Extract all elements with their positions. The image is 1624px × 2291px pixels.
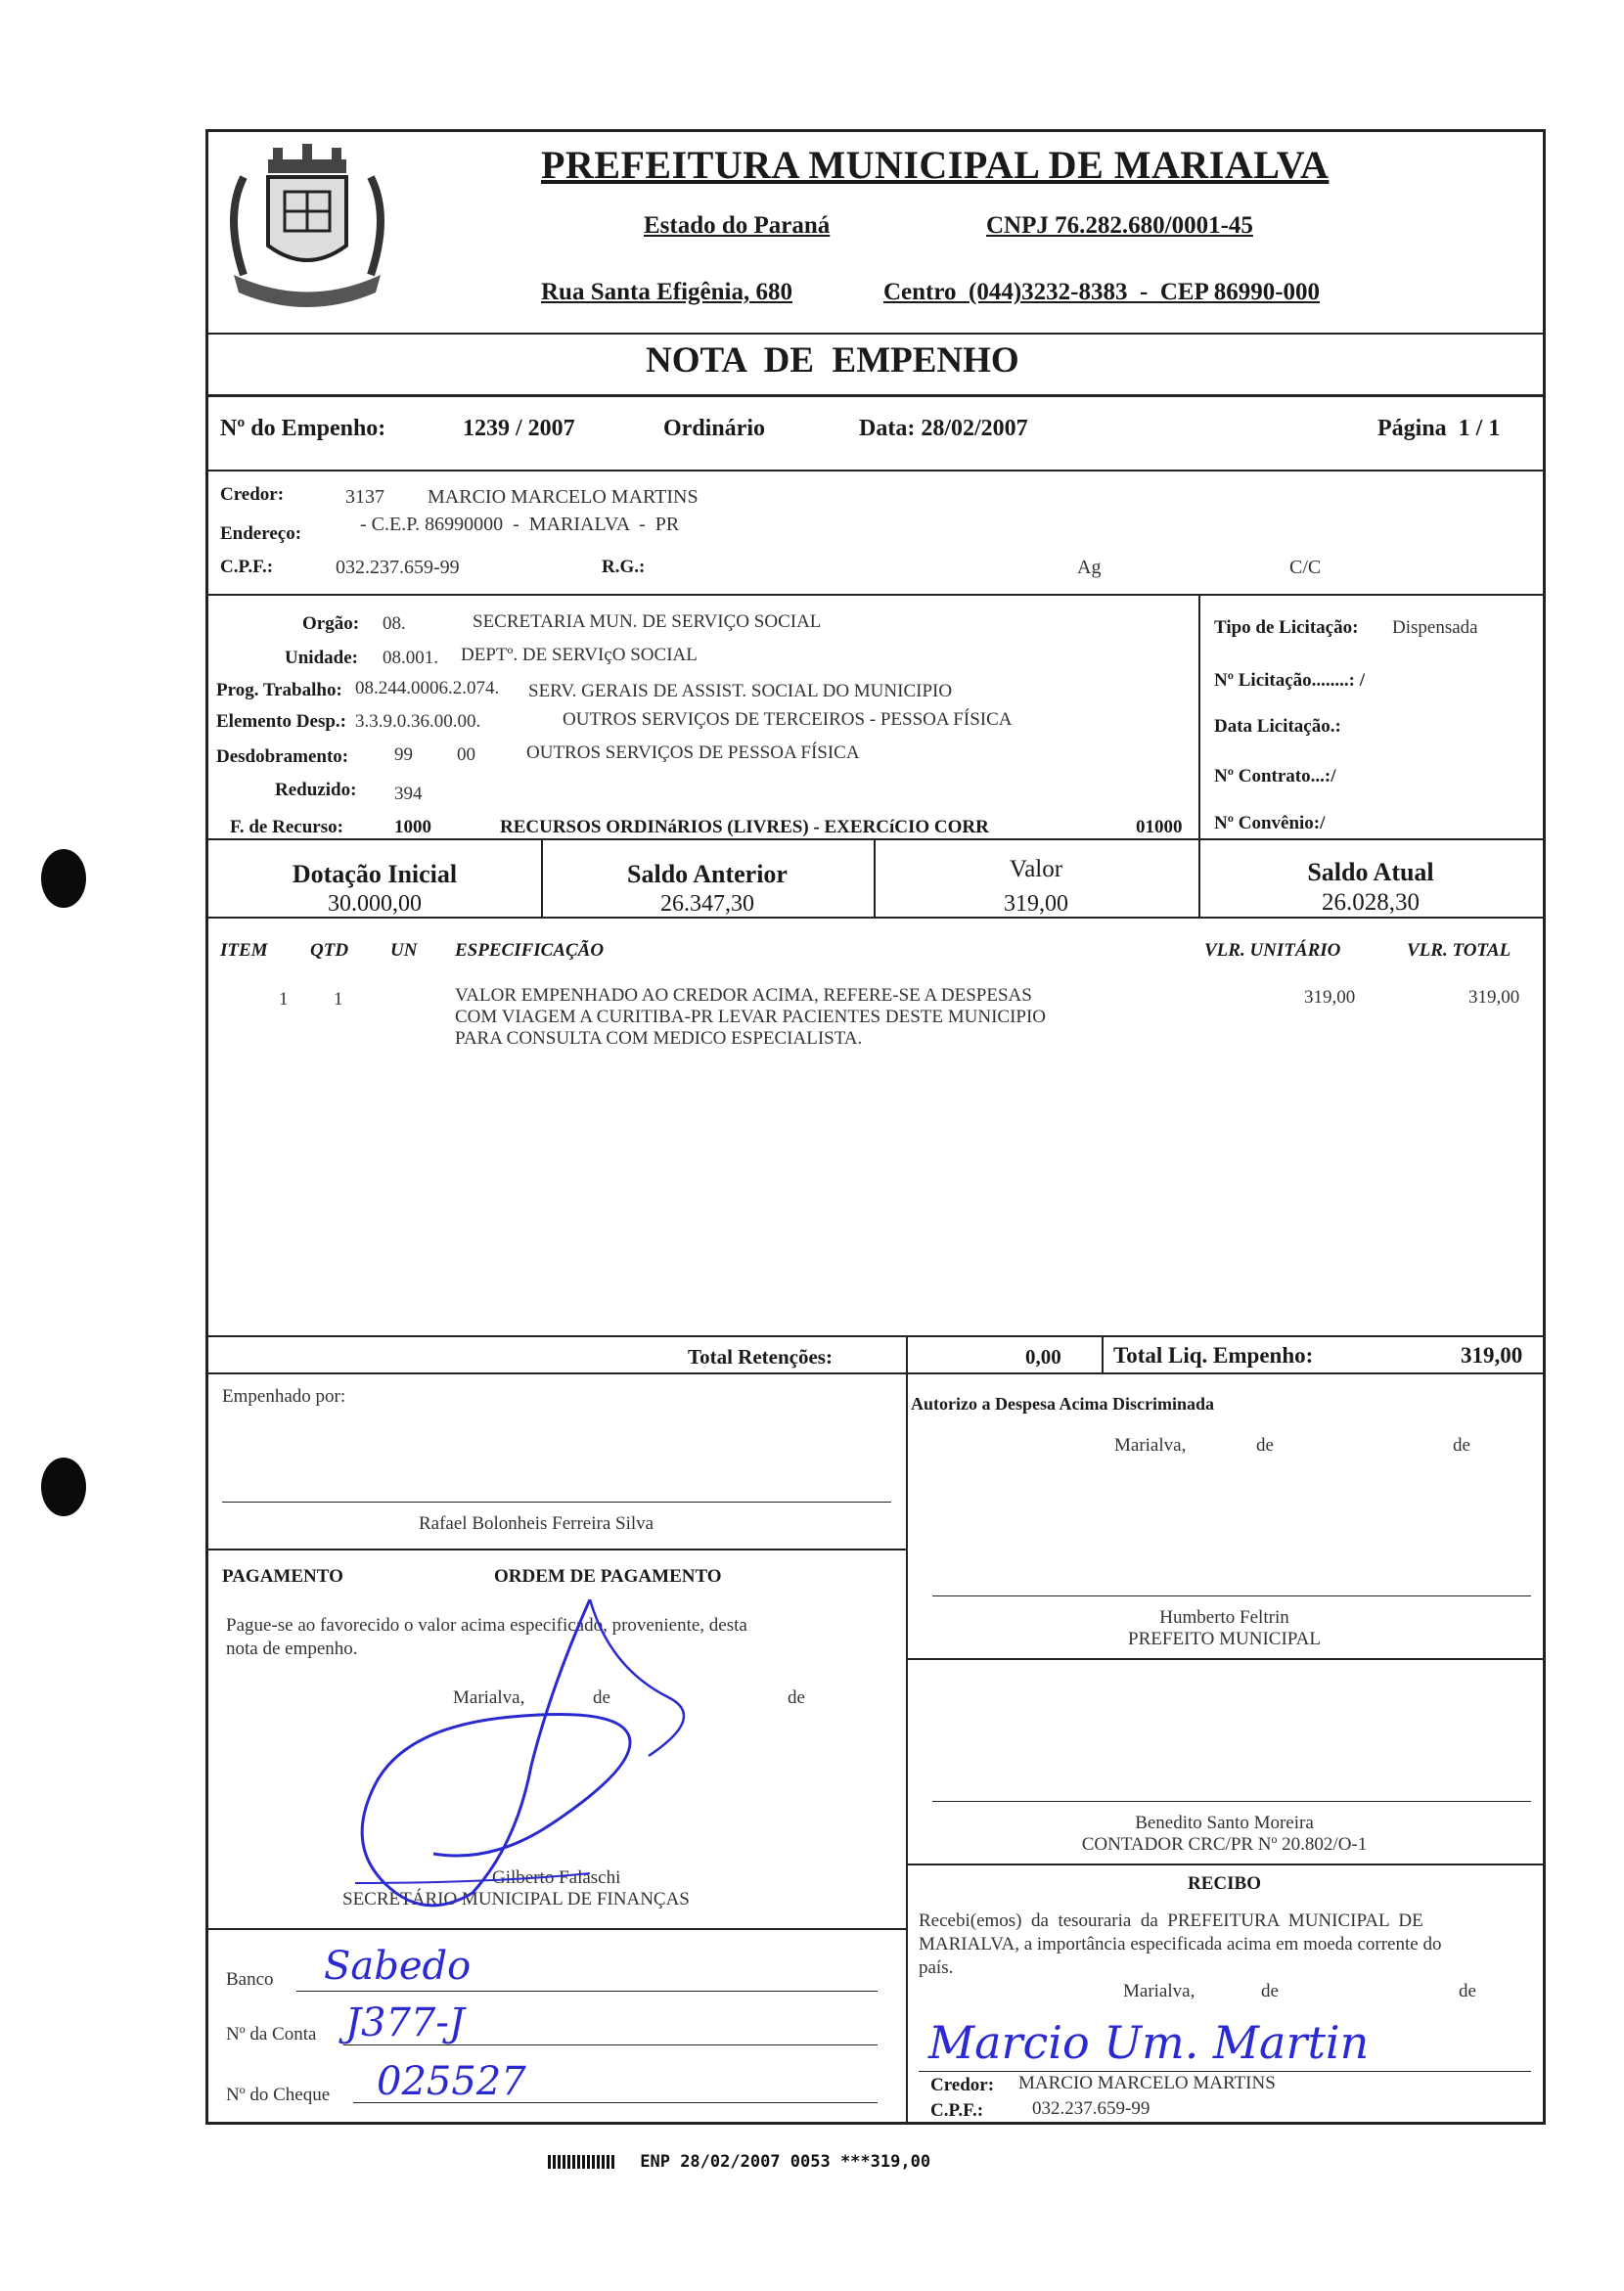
mayor-name: Humberto Feltrin	[1159, 1607, 1289, 1628]
tipo-licitacao-value: Dispensada	[1392, 617, 1478, 638]
ordem-date-de-1: de	[593, 1687, 610, 1708]
empenho-label: Nº do Empenho:	[220, 416, 386, 441]
empenhado-name: Rafael Bolonheis Ferreira Silva	[419, 1513, 654, 1534]
col-header-qtd: QTD	[310, 940, 349, 961]
col-header-total-value: VLR. TOTAL	[1407, 940, 1511, 961]
rg-label: R.G.:	[602, 557, 646, 577]
autorizo-de-2: de	[1453, 1435, 1470, 1456]
accountant-role: CONTADOR CRC/PR Nº 20.802/O-1	[1081, 1834, 1368, 1855]
dotacao-label: Dotação Inicial	[292, 860, 458, 888]
ordem-date-de-2: de	[788, 1687, 805, 1708]
cnpj: CNPJ 76.282.680/0001-45	[986, 212, 1253, 239]
autorizo-place: Marialva,	[1114, 1435, 1187, 1456]
col-header-item: ITEM	[220, 940, 268, 961]
saldo-anterior-value: 26.347,30	[660, 891, 754, 917]
desdobramento-code-2: 00	[457, 744, 475, 765]
row-spec-line-1: VALOR EMPENHADO AO CREDOR ACIMA, REFERE-SE A DESPESAS	[455, 985, 1032, 1006]
ordem-text-line-1: Pague-se ao favorecido o valor acima especificado, proveniente, desta	[226, 1615, 747, 1636]
credor-cpf: 032.237.659-99	[336, 557, 460, 578]
row-spec-line-3: PARA CONSULTA COM MEDICO ESPECIALISTA.	[455, 1028, 863, 1049]
orgao-label: Orgão:	[302, 613, 360, 634]
autorizo-de-1: de	[1256, 1435, 1274, 1456]
credor-address: - C.E.P. 86990000 - MARIALVA - PR	[360, 514, 680, 535]
licitacao-date: Data Licitação.:	[1214, 716, 1341, 737]
orgao-desc: SECRETARIA MUN. DE SERVIÇO SOCIAL	[473, 611, 822, 632]
reduzido-value: 394	[394, 784, 423, 804]
recibo-title: RECIBO	[1188, 1873, 1261, 1894]
convenio-number: Nº Convênio:/	[1214, 813, 1326, 833]
address-street: Rua Santa Efigênia, 680	[541, 279, 792, 305]
cpf-label: C.P.F.:	[220, 557, 274, 577]
empenho-date: Data: 28/02/2007	[859, 416, 1028, 441]
empenho-number: 1239 / 2007	[463, 416, 575, 441]
banco-label: Banco	[226, 1969, 274, 1990]
liquido-value: 319,00	[1461, 1343, 1523, 1368]
licitacao-number: Nº Licitação........: /	[1214, 670, 1366, 691]
recurso-code: 1000	[394, 817, 431, 837]
recibo-cpf-label: C.P.F.:	[930, 2100, 984, 2121]
prog-code: 08.244.0006.2.074.	[355, 678, 500, 698]
ordem-place: Marialva,	[453, 1687, 525, 1708]
stamp-barcode-icon	[548, 2155, 616, 2169]
prog-label: Prog. Trabalho:	[216, 680, 342, 700]
page-title: PREFEITURA MUNICIPAL DE MARIALVA	[541, 143, 1330, 187]
recibo-credor-name: MARCIO MARCELO MARTINS	[1018, 2073, 1276, 2093]
recibo-place: Marialva,	[1123, 1981, 1195, 2001]
recibo-text-line-3: país.	[919, 1957, 954, 1978]
crest-logo	[214, 138, 400, 309]
endereco-label: Endereço:	[220, 523, 302, 544]
recibo-de-1: de	[1261, 1981, 1279, 2001]
saldo-anterior-label: Saldo Anterior	[627, 860, 788, 888]
cheque-label: Nº do Cheque	[226, 2085, 331, 2105]
row-item: 1	[279, 989, 289, 1010]
unidade-code: 08.001.	[383, 648, 438, 668]
ag-label: Ag	[1077, 557, 1102, 578]
reduzido-label: Reduzido:	[275, 780, 357, 800]
prog-desc: SERV. GERAIS DE ASSIST. SOCIAL DO MUNICIPIO	[528, 681, 953, 701]
valor-value: 319,00	[1004, 891, 1068, 917]
orgao-code: 08.	[383, 613, 406, 634]
secretary-role: SECRETÁRIO MUNICIPAL DE FINANÇAS	[342, 1889, 690, 1909]
autorizo-text: Autorizo a Despesa Acima Discriminada	[911, 1394, 1214, 1414]
mayor-role: PREFEITO MUNICIPAL	[1128, 1629, 1321, 1649]
conta-value[interactable]: J377-J	[345, 2000, 465, 2045]
punch-hole-bottom	[41, 1458, 86, 1516]
credor-label: Credor:	[220, 484, 285, 505]
recibo-de-2: de	[1459, 1981, 1476, 2001]
ordem-text-line-2: nota de empenho.	[226, 1639, 358, 1659]
empenho-type: Ordinário	[663, 416, 766, 441]
desdobramento-label: Desdobramento:	[216, 746, 349, 767]
recibo-text-line-1: Recebi(emos) da tesouraria da PREFEITURA MUNICIPAL DE	[919, 1910, 1423, 1931]
credor-name: MARCIO MARCELO MARTINS	[428, 486, 699, 508]
tipo-licitacao-label: Tipo de Licitação:	[1214, 617, 1359, 638]
stamp-text: ENP 28/02/2007 0053 ***319,00	[640, 2152, 931, 2172]
recurso-label: F. de Recurso:	[230, 817, 343, 837]
saldo-atual-label: Saldo Atual	[1307, 858, 1434, 886]
handwritten-signature-scribble	[296, 1599, 707, 1912]
row-spec-line-2: COM VIAGEM A CURITIBA-PR LEVAR PACIENTES DESTE MUNICIPIO	[455, 1007, 1047, 1027]
unidade-label: Unidade:	[285, 648, 358, 668]
liquido-label: Total Liq. Empenho:	[1113, 1343, 1314, 1368]
creditor-signature: Marcio Um. Martin	[928, 2016, 1370, 2069]
address-rest: Centro (044)3232-8383 - CEP 86990-000	[883, 279, 1321, 305]
cheque-value[interactable]: 025527	[377, 2059, 526, 2104]
conta-label: Nº da Conta	[226, 2024, 317, 2044]
recurso-code-2: 01000	[1136, 817, 1183, 837]
crest-label: MARIALVA	[283, 279, 338, 291]
banco-value[interactable]: Sabedo	[324, 1944, 472, 1989]
pagamento-label: PAGAMENTO	[222, 1566, 343, 1587]
desdobramento-desc: OUTROS SERVIÇOS DE PESSOA FÍSICA	[526, 742, 860, 763]
elemento-code: 3.3.9.0.36.00.00.	[355, 711, 481, 732]
recibo-cpf-value: 032.237.659-99	[1032, 2098, 1150, 2119]
nota-de-empenho-form	[205, 129, 1546, 2125]
document-title: NOTA DE EMPENHO	[646, 340, 1019, 381]
accountant-name: Benedito Santo Moreira	[1135, 1813, 1314, 1833]
retencoes-label: Total Retenções:	[688, 1345, 833, 1369]
empenhado-label: Empenhado por:	[222, 1386, 346, 1407]
recibo-text-line-2: MARIALVA, a importância especificada acima em moeda corrente do	[919, 1934, 1442, 1954]
state-name: Estado do Paraná	[644, 212, 831, 239]
recurso-desc: RECURSOS ORDINáRIOS (LIVRES) - EXERCíCIO CORR	[500, 817, 989, 837]
credor-code: 3137	[345, 486, 384, 508]
saldo-atual-value: 26.028,30	[1322, 889, 1420, 916]
elemento-label: Elemento Desp.:	[216, 711, 346, 732]
cc-label: C/C	[1289, 557, 1322, 578]
ordem-pagamento-label: ORDEM DE PAGAMENTO	[494, 1566, 722, 1587]
recibo-credor-label: Credor:	[930, 2075, 995, 2095]
row-qtd: 1	[334, 989, 343, 1010]
valor-label: Valor	[1009, 856, 1063, 882]
row-unit-value: 319,00	[1304, 987, 1356, 1008]
col-header-un: UN	[390, 940, 418, 961]
dotacao-value: 30.000,00	[328, 891, 422, 917]
elemento-desc: OUTROS SERVIÇOS DE TERCEIROS - PESSOA FÍSICA	[563, 709, 1013, 730]
col-header-unit-value: VLR. UNITÁRIO	[1204, 940, 1341, 961]
punch-hole-top	[41, 849, 86, 908]
col-header-spec: ESPECIFICAÇÃO	[455, 940, 605, 961]
desdobramento-code-1: 99	[394, 744, 413, 765]
page-number: Página 1 / 1	[1377, 416, 1501, 441]
contrato-number: Nº Contrato...:/	[1214, 766, 1336, 786]
footer-stamp	[548, 2152, 930, 2172]
unidade-desc: DEPTº. DE SERVIçO SOCIAL	[461, 645, 698, 665]
retencoes-value: 0,00	[1025, 1345, 1061, 1369]
row-total-value: 319,00	[1468, 987, 1520, 1008]
secretary-name: Gilberto Falaschi	[492, 1867, 621, 1888]
